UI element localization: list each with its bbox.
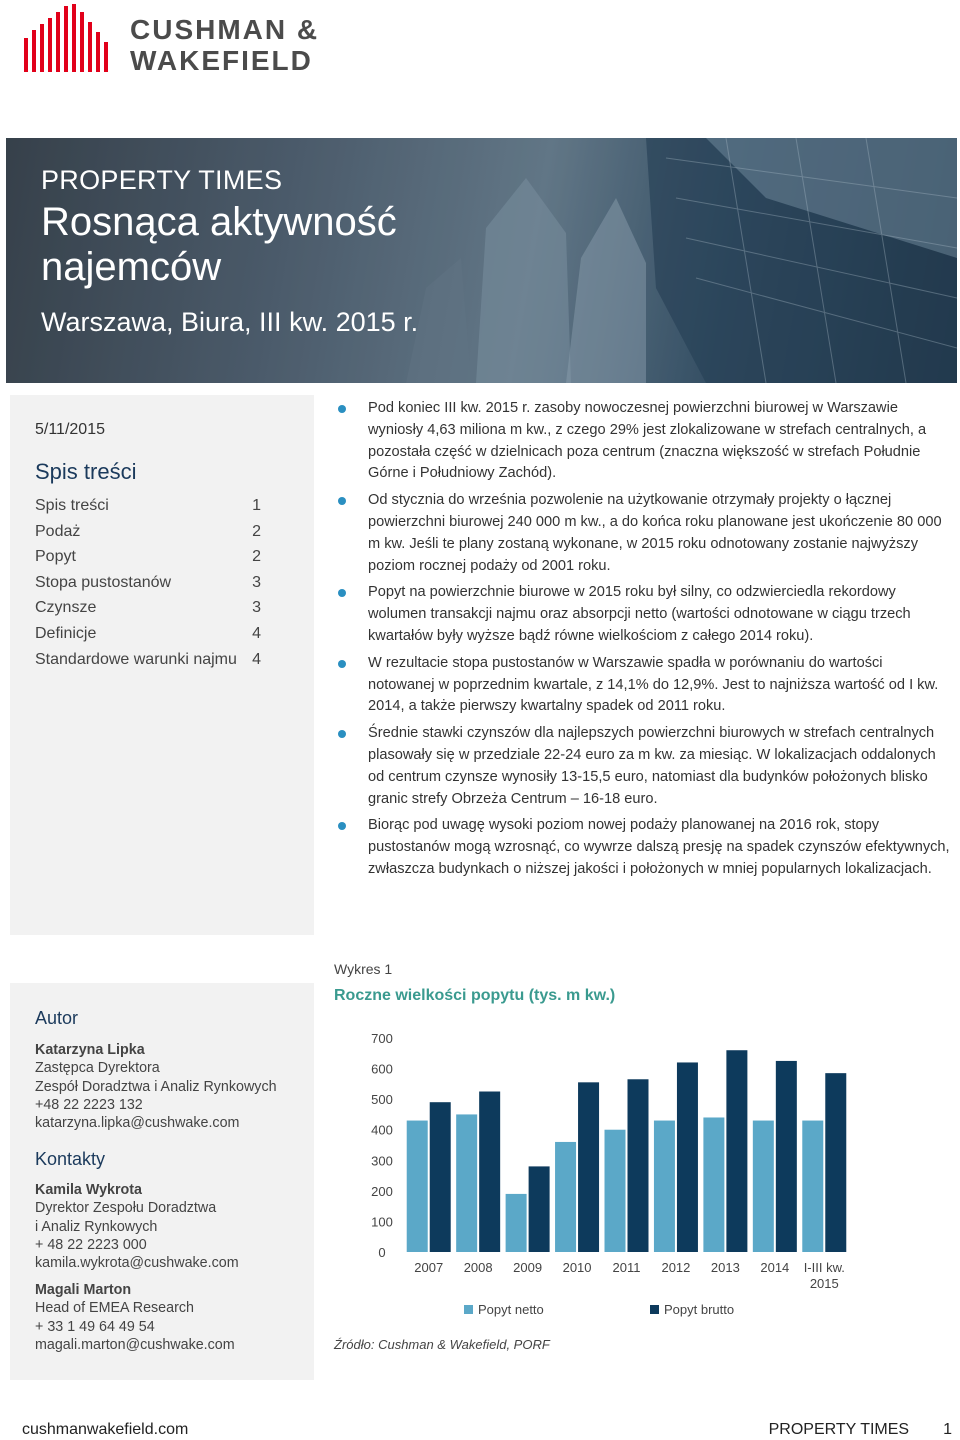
author-title: Zastępca Dyrektora — [35, 1060, 160, 1077]
key-point — [334, 723, 950, 810]
toc-item-label: Stopa pustostanów — [35, 573, 172, 591]
y-tick-label: 100 — [371, 1214, 393, 1230]
contact-title: Dyrektor Zespołu Doradztwa — [35, 1200, 217, 1217]
bar-popyt-brutto — [825, 1073, 846, 1252]
toc-item-label: Czynsze — [35, 599, 97, 617]
footer-website[interactable]: cushmanwakefield.com — [22, 1421, 189, 1438]
key-point — [334, 398, 950, 485]
bar-popyt-netto — [506, 1194, 527, 1252]
toc-item-label: Spis treści — [35, 497, 109, 514]
x-tick-label: 2008 — [463, 1260, 493, 1275]
key-point-text: Popyt na powierzchnie biurowe w 2015 roku był silny, co odzwierciedla rekordowy wolumen transakcji najmu oraz absorpcji netto (wartości odnotowane w ciągu trzech kwartałów były wyższe bądź równe wielkościom z całego 2014 roku). — [368, 584, 911, 644]
key-point — [334, 582, 950, 647]
demand-bar-chart — [334, 1012, 934, 1330]
toc-item[interactable] — [35, 493, 261, 519]
toc-item-label: Podaż — [35, 522, 81, 540]
y-tick-label: 600 — [371, 1061, 393, 1077]
key-point — [334, 815, 950, 880]
legend-label: Popyt brutto — [664, 1302, 735, 1317]
bar-popyt-netto — [407, 1121, 428, 1252]
toc-item-page: 2 — [252, 548, 261, 566]
toc-item-page: 4 — [252, 624, 261, 642]
x-tick-label: 2014 — [760, 1260, 790, 1275]
bullet-dot-icon — [338, 660, 346, 668]
chart-title: Roczne wielkości popytu (tys. m kw.) — [334, 987, 616, 1004]
bar-popyt-brutto — [726, 1050, 747, 1252]
bullet-dot-icon — [338, 497, 346, 505]
brand-line2: WAKEFIELD — [130, 45, 313, 76]
bullet-dot-icon — [338, 405, 346, 413]
hero-title-line1: Rosnąca aktywność — [41, 200, 397, 244]
author-email[interactable]: katarzyna.lipka@cushwake.com — [35, 1115, 240, 1132]
toc-list — [35, 493, 261, 672]
key-points-list — [334, 398, 950, 886]
hero-title-line2: najemców — [41, 245, 222, 289]
key-point-text: Od stycznia do września pozwolenie na użytkowanie otrzymały projekty o łącznej powierzchni biurowej 240 000 m kw., a do końca roku planowane jest ukończenie 80 000 m kw. Jeśli te plany zostaną wykonane, w 2015 roku odnotowany zostanie najwyższy poziom rocznej podaży od 2001 roku. — [368, 492, 942, 574]
bullet-dot-icon — [338, 730, 346, 738]
bar-popyt-netto — [753, 1121, 774, 1252]
chart-caption: Wykres 1 — [334, 961, 393, 977]
toc-item-page: 3 — [252, 599, 261, 617]
legend-label: Popyt netto — [478, 1302, 544, 1317]
x-tick-label: 2009 — [513, 1260, 543, 1275]
x-tick-label: I-III kw. — [803, 1260, 845, 1275]
x-tick-label: 2013 — [710, 1260, 740, 1275]
footer-page-number: 1 — [943, 1421, 952, 1438]
toc-item[interactable] — [35, 519, 261, 545]
x-tick-label: 2012 — [661, 1260, 691, 1275]
contacts-heading: Kontakty — [35, 1149, 106, 1169]
contact-title: Head of EMEA Research — [35, 1300, 194, 1317]
bar-popyt-netto — [654, 1121, 675, 1252]
y-tick-label: 300 — [371, 1153, 393, 1169]
footer-right — [735, 1421, 952, 1439]
bar-popyt-brutto — [529, 1166, 550, 1252]
report-date: 5/11/2015 — [35, 421, 105, 438]
contact-phone: + 48 22 2223 000 — [35, 1236, 147, 1253]
hero-text — [41, 164, 418, 338]
key-point-text: W rezultacie stopa pustostanów w Warszawie spadła w porównaniu do wartości notowanej w poprzednim kwartale, z 14,1% do 12,9%. Jest to najniższa wartość od I kw. 2014, a także pierwszy kwartalny spadek od 2011 roku. — [368, 654, 939, 715]
legend-swatch — [650, 1305, 659, 1314]
key-point-text: Średnie stawki czynszów dla najlepszych powierzchni biurowych w strefach centralnych plasowały się w przedziale 22-24 euro za m kw. za miesiąc. W lokalizacjach oddalonych od centrum czynsze wynosiły 13-15,5 euro, natomiast dla budynków położonych blisko granic strefy Obrzeża Centrum – 16-18 euro. — [368, 725, 936, 807]
bar-popyt-brutto — [628, 1079, 649, 1252]
toc-item[interactable] — [35, 570, 261, 596]
contact-name: Magali Marton — [35, 1282, 132, 1298]
contact-name: Kamila Wykrota — [35, 1182, 143, 1198]
bullet-dot-icon — [338, 589, 346, 597]
toc-item[interactable] — [35, 544, 261, 570]
toc-item-label: Standardowe warunki najmu — [35, 650, 237, 668]
bar-popyt-netto — [703, 1117, 724, 1252]
y-tick-label: 0 — [378, 1245, 386, 1260]
contact-team: i Analiz Rynkowych — [35, 1218, 158, 1235]
y-tick-label: 700 — [371, 1031, 393, 1046]
x-tick-label: 2015 — [809, 1276, 839, 1291]
bar-popyt-netto — [456, 1114, 477, 1252]
author-team: Zespół Doradztwa i Analiz Rynkowych — [35, 1078, 277, 1095]
contact-email[interactable]: kamila.wykrota@cushwake.com — [35, 1255, 239, 1272]
key-point-text: Pod koniec III kw. 2015 r. zasoby nowoczesnej powierzchni biurowej w Warszawie wyniosły 4,63 miliona m kw., z czego 29% jest zlokalizowane w strefach centralnych, a pozostała część w dzielnicach poza centrum (znaczna większość w strefach Południe Górne i Południowy Zachód). — [368, 400, 927, 482]
legend-swatch — [464, 1305, 473, 1314]
brand-logo — [22, 2, 362, 77]
contact-email[interactable]: magali.marton@cushwake.com — [35, 1336, 235, 1353]
bar-popyt-brutto — [677, 1062, 698, 1252]
toc-heading: Spis treści — [35, 459, 137, 484]
hero-banner — [6, 138, 957, 383]
bar-popyt-brutto — [776, 1061, 797, 1252]
contact-phone: + 33 1 49 64 49 54 — [35, 1318, 155, 1335]
author-name: Katarzyna Lipka — [35, 1042, 145, 1058]
key-point-text: Biorąc pod uwagę wysoki poziom nowej podaży planowanej na 2016 rok, stopy pustostanów mogą wzrosnąć, co wywrze dalszą presję na spadek czynszów efektywnych, zwłaszcza budynkach o niższej jakości i położonych w mniej popularnych lokalizacjach. — [368, 817, 950, 877]
author-phone: +48 22 2223 132 — [35, 1096, 143, 1113]
bullet-dot-icon — [338, 822, 346, 830]
key-point — [334, 490, 950, 577]
toc-item-label: Popyt — [35, 548, 76, 566]
bar-popyt-brutto — [479, 1092, 500, 1253]
toc-item-page: 4 — [252, 650, 261, 668]
toc-item-page: 1 — [252, 497, 261, 514]
bar-popyt-brutto — [578, 1082, 599, 1252]
toc-item[interactable] — [35, 621, 261, 647]
hero-subtitle: Warszawa, Biura, III kw. 2015 r. — [41, 307, 419, 337]
bar-popyt-netto — [802, 1121, 823, 1252]
chart-source: Źródło: Cushman & Wakefield, PORF — [334, 1337, 550, 1352]
x-tick-label: 2011 — [612, 1260, 641, 1275]
key-point — [334, 653, 950, 718]
toc-item[interactable] — [35, 647, 261, 673]
hero-title — [41, 200, 418, 290]
bar-popyt-netto — [605, 1130, 626, 1252]
toc-panel — [10, 395, 314, 935]
bar-popyt-netto — [555, 1142, 576, 1252]
toc-item-label: Definicje — [35, 624, 97, 642]
brand-wordmark — [130, 14, 319, 76]
toc-item[interactable] — [35, 595, 261, 621]
toc-item-page: 2 — [252, 522, 261, 540]
contacts-panel — [10, 983, 314, 1380]
x-tick-label: 2007 — [414, 1260, 444, 1275]
contact-card — [35, 1181, 239, 1272]
y-tick-label: 500 — [371, 1092, 393, 1108]
logo-bars-icon — [22, 2, 122, 74]
toc-item-page: 3 — [252, 573, 261, 591]
y-tick-label: 400 — [371, 1122, 393, 1138]
author-heading: Autor — [35, 1008, 79, 1028]
author-card — [35, 1041, 277, 1132]
bar-popyt-brutto — [430, 1102, 451, 1252]
y-tick-label: 200 — [371, 1183, 393, 1199]
brand-line1: CUSHMAN & — [130, 14, 320, 45]
x-tick-label: 2010 — [562, 1260, 592, 1275]
contact-card — [35, 1281, 235, 1354]
footer-publication: PROPERTY TIMES — [768, 1421, 910, 1438]
hero-kicker: PROPERTY TIMES — [41, 165, 283, 195]
